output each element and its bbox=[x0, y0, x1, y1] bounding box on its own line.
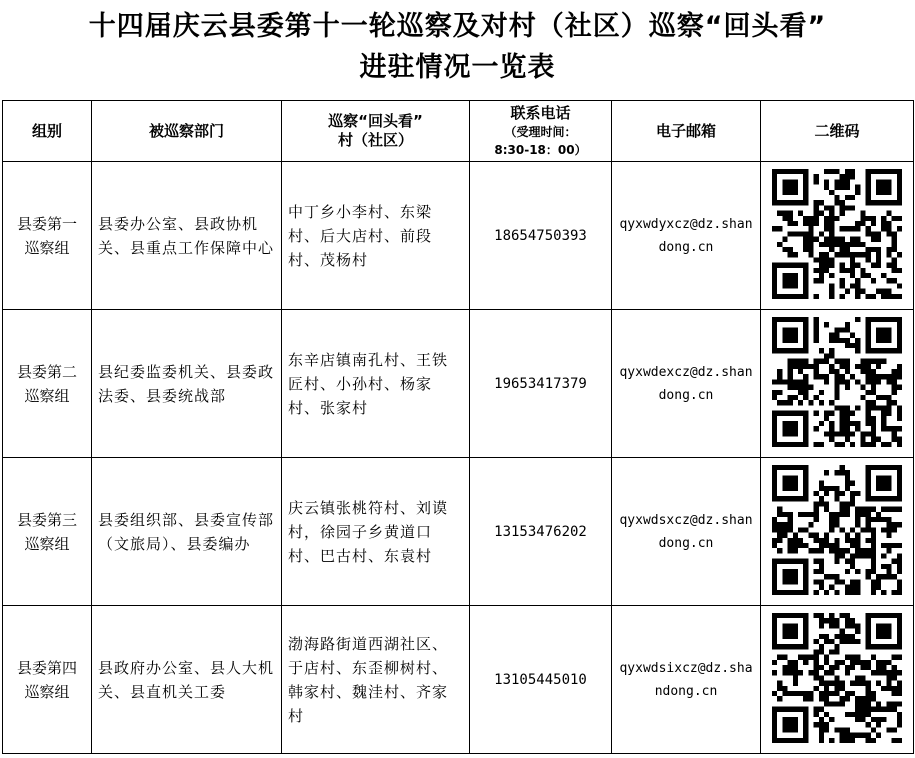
table-row bbox=[3, 458, 914, 606]
header-phone-line3: 8:30-18：00） bbox=[494, 142, 587, 157]
email-cell: qyxwdsxcz@dz.shandong.cn bbox=[612, 458, 761, 606]
group-line2: 巡察组 bbox=[24, 238, 70, 257]
phone-cell: 19653417379 bbox=[470, 310, 612, 458]
dept-cell: 县委组织部、县委宣传部（文旅局）、县委编办 bbox=[92, 458, 282, 606]
group-line1: 县委第一 bbox=[16, 214, 77, 233]
group-line1: 县委第三 bbox=[16, 510, 77, 529]
header-phone-line1: 联系电话 bbox=[510, 103, 571, 122]
header-dept: 被巡察部门 bbox=[92, 101, 282, 162]
title-line-2: 进驻情况一览表 bbox=[359, 52, 556, 83]
email-cell: qyxwdexcz@dz.shandong.cn bbox=[612, 310, 761, 458]
group-line2: 巡察组 bbox=[24, 682, 70, 701]
qr-cell bbox=[761, 162, 914, 310]
header-phone bbox=[470, 101, 612, 162]
table-row bbox=[3, 310, 914, 458]
title-line-1: 十四届庆云县委第十一轮巡察及对村（社区）巡察“回头看” bbox=[88, 11, 827, 42]
header-email: 电子邮箱 bbox=[612, 101, 761, 162]
village-cell: 中丁乡小李村、东梁村、后大店村、前段村、茂杨村 bbox=[282, 162, 470, 310]
phone-cell: 13153476202 bbox=[470, 458, 612, 606]
qr-cell bbox=[761, 310, 914, 458]
table-row bbox=[3, 162, 914, 310]
qr-code-icon[interactable] bbox=[772, 317, 902, 447]
group-cell bbox=[3, 310, 92, 458]
dept-cell: 县政府办公室、县人大机关、县直机关工委 bbox=[92, 606, 282, 754]
header-village bbox=[282, 101, 470, 162]
header-village-line1: 巡察“回头看” bbox=[328, 112, 423, 130]
phone-cell: 18654750393 bbox=[470, 162, 612, 310]
group-cell bbox=[3, 458, 92, 606]
qr-code-icon[interactable] bbox=[772, 169, 902, 299]
header-qr: 二维码 bbox=[761, 101, 914, 162]
dept-cell: 县纪委监委机关、县委政法委、县委统战部 bbox=[92, 310, 282, 458]
page-title bbox=[0, 6, 915, 88]
group-line1: 县委第四 bbox=[16, 658, 77, 677]
qr-cell bbox=[761, 606, 914, 754]
header-group: 组别 bbox=[3, 101, 92, 162]
table-header-row bbox=[3, 101, 914, 162]
group-line1: 县委第二 bbox=[16, 362, 77, 381]
email-cell: qyxwdyxcz@dz.shandong.cn bbox=[612, 162, 761, 310]
village-cell: 渤海路街道西湖社区、于店村、东歪柳树村、韩家村、魏洼村、齐家村 bbox=[282, 606, 470, 754]
group-line2: 巡察组 bbox=[24, 386, 70, 405]
inspection-table bbox=[2, 100, 914, 754]
qr-cell bbox=[761, 458, 914, 606]
email-cell: qyxwdsixcz@dz.shandong.cn bbox=[612, 606, 761, 754]
group-cell bbox=[3, 606, 92, 754]
qr-code-icon[interactable] bbox=[772, 465, 902, 595]
dept-cell: 县委办公室、县政协机关、县重点工作保障中心 bbox=[92, 162, 282, 310]
table-row bbox=[3, 606, 914, 754]
phone-cell: 13105445010 bbox=[470, 606, 612, 754]
header-phone-line2: （受理时间： bbox=[504, 124, 577, 139]
group-cell bbox=[3, 162, 92, 310]
qr-code-icon[interactable] bbox=[772, 613, 902, 743]
header-village-line2: 村（社区） bbox=[337, 131, 413, 149]
village-cell: 东辛店镇南孔村、王铁匠村、小孙村、杨家村、张家村 bbox=[282, 310, 470, 458]
village-cell: 庆云镇张桃符村、刘谟村，徐园子乡黄道口村、巴古村、东袁村 bbox=[282, 458, 470, 606]
group-line2: 巡察组 bbox=[24, 534, 70, 553]
